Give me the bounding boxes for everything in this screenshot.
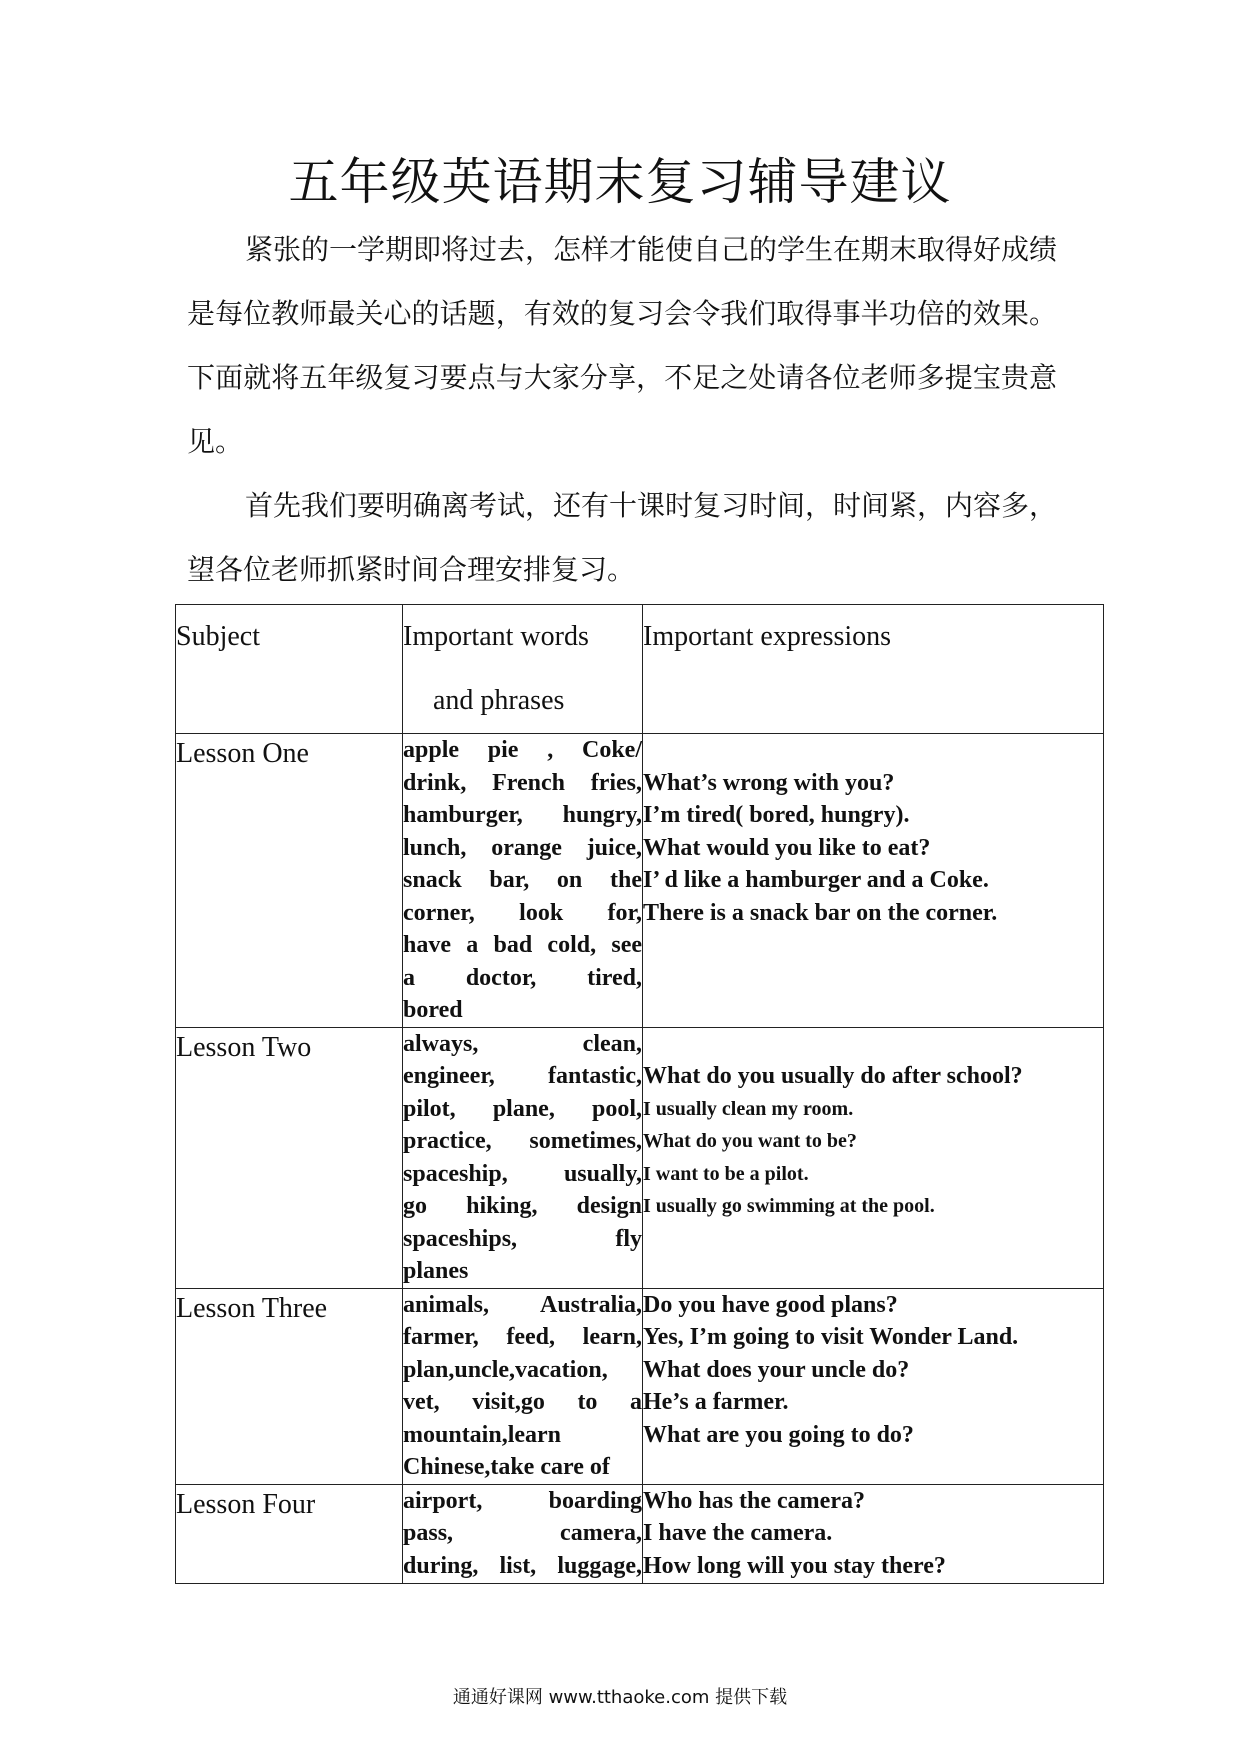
lesson-name: Lesson One [176, 734, 403, 1028]
words-cell [403, 734, 643, 1028]
table-row [176, 1027, 1104, 1288]
header-words-line1: Important words [403, 621, 589, 652]
words-cell [403, 1027, 643, 1288]
footer-credit: 通通好课网 www.tthaoke.com 提供下载 [452, 1687, 788, 1708]
word-line: planes [403, 1258, 469, 1284]
word-line: corner, look for, [403, 899, 642, 926]
table-row [176, 1484, 1104, 1583]
word-line: pilot, plane, pool, [403, 1095, 642, 1122]
word-line: drink, French fries, [403, 769, 642, 796]
expressions-cell [643, 1288, 1104, 1484]
expressions-cell [643, 1027, 1104, 1288]
header-expressions: Important expressions [643, 605, 1104, 734]
expression-line: What do you want to be? [643, 1130, 857, 1152]
word-line: plan,uncle,vacation, [403, 1356, 608, 1383]
header-words [403, 605, 643, 734]
expression-line: I’m tired( bored, hungry). [643, 802, 910, 828]
expression-line: I have the camera. [643, 1520, 833, 1546]
word-line: practice, sometimes, [403, 1128, 642, 1154]
word-line: mountain,learn [403, 1421, 562, 1448]
table-row [176, 734, 1104, 1028]
word-line: animals, Australia, [403, 1291, 642, 1318]
table-header-row [176, 605, 1104, 734]
expression-line: Do you have good plans? [643, 1291, 898, 1318]
review-table [175, 604, 1104, 1584]
word-line: always, clean, [403, 1030, 642, 1057]
word-line: spaceships, fly [403, 1225, 642, 1252]
header-subject: Subject [176, 605, 403, 734]
word-line: snack bar, on the [403, 867, 642, 893]
expression-line: I’ d like a hamburger and a Coke. [643, 867, 989, 893]
expression-line: What do you usually do after school? [643, 1063, 1023, 1089]
expression-line: Who has the camera? [643, 1487, 865, 1514]
word-line: hamburger, hungry, [403, 802, 642, 828]
expression-line: Yes, I’m going to visit Wonder Land. [643, 1324, 1019, 1350]
lesson-name: Lesson Two [176, 1027, 403, 1288]
word-line: vet, visit,go to a [403, 1389, 642, 1415]
expression-line: What’s wrong with you? [643, 769, 895, 796]
word-line: apple pie , Coke/ [403, 737, 642, 763]
expression-line: I usually go swimming at the pool. [643, 1195, 935, 1217]
lesson-name: Lesson Four [176, 1484, 403, 1583]
word-line: engineer, fantastic, [403, 1063, 642, 1089]
plan-paragraph: 首先我们要明确离考试，还有十课时复习时间，时间紧，内容多，望各位老师抓紧时间合理安排复习。 [187, 489, 1058, 586]
expression-line: What does your uncle do? [643, 1356, 910, 1383]
expression-line: I usually clean my room. [643, 1097, 854, 1120]
word-line: lunch, orange juice, [403, 834, 642, 861]
words-cell [403, 1484, 643, 1583]
words-cell [403, 1288, 643, 1484]
word-line: airport, boarding [403, 1487, 642, 1514]
document-title: 五年级英语期末复习辅导建议 [288, 153, 952, 211]
word-line: go hiking, design [403, 1193, 642, 1219]
header-words-line2: and phrases [433, 685, 565, 716]
table-row [176, 1288, 1104, 1484]
expression-line: What are you going to do? [643, 1421, 914, 1448]
expression-line: He’s a farmer. [643, 1389, 789, 1415]
expressions-cell [643, 734, 1104, 1028]
expression-line: I want to be a pilot. [643, 1162, 809, 1185]
lesson-name: Lesson Three [176, 1288, 403, 1484]
intro-paragraph: 紧张的一学期即将过去，怎样才能使自己的学生在期末取得好成绩是每位教师最关心的话题，有效的复习会令我们取得事半功倍的效果。下面就将五年级复习要点与大家分享，不足之处请各位老师多提宝贵意见。 [187, 233, 1058, 458]
word-line: bored [403, 997, 463, 1023]
expression-line: What would you like to eat? [643, 834, 931, 861]
word-line: during, list, luggage, [403, 1552, 642, 1579]
expression-line: There is a snack bar on the corner. [643, 899, 998, 926]
word-line: farmer, feed, learn, [403, 1324, 642, 1350]
expressions-cell [643, 1484, 1104, 1583]
word-line: Chinese,take care of [403, 1454, 610, 1480]
word-line: pass, camera, [403, 1520, 642, 1546]
word-line: have a bad cold, see [403, 932, 642, 958]
word-line: spaceship, usually, [403, 1160, 642, 1187]
expression-line: How long will you stay there? [643, 1552, 946, 1579]
word-line: a doctor, tired, [403, 964, 642, 991]
